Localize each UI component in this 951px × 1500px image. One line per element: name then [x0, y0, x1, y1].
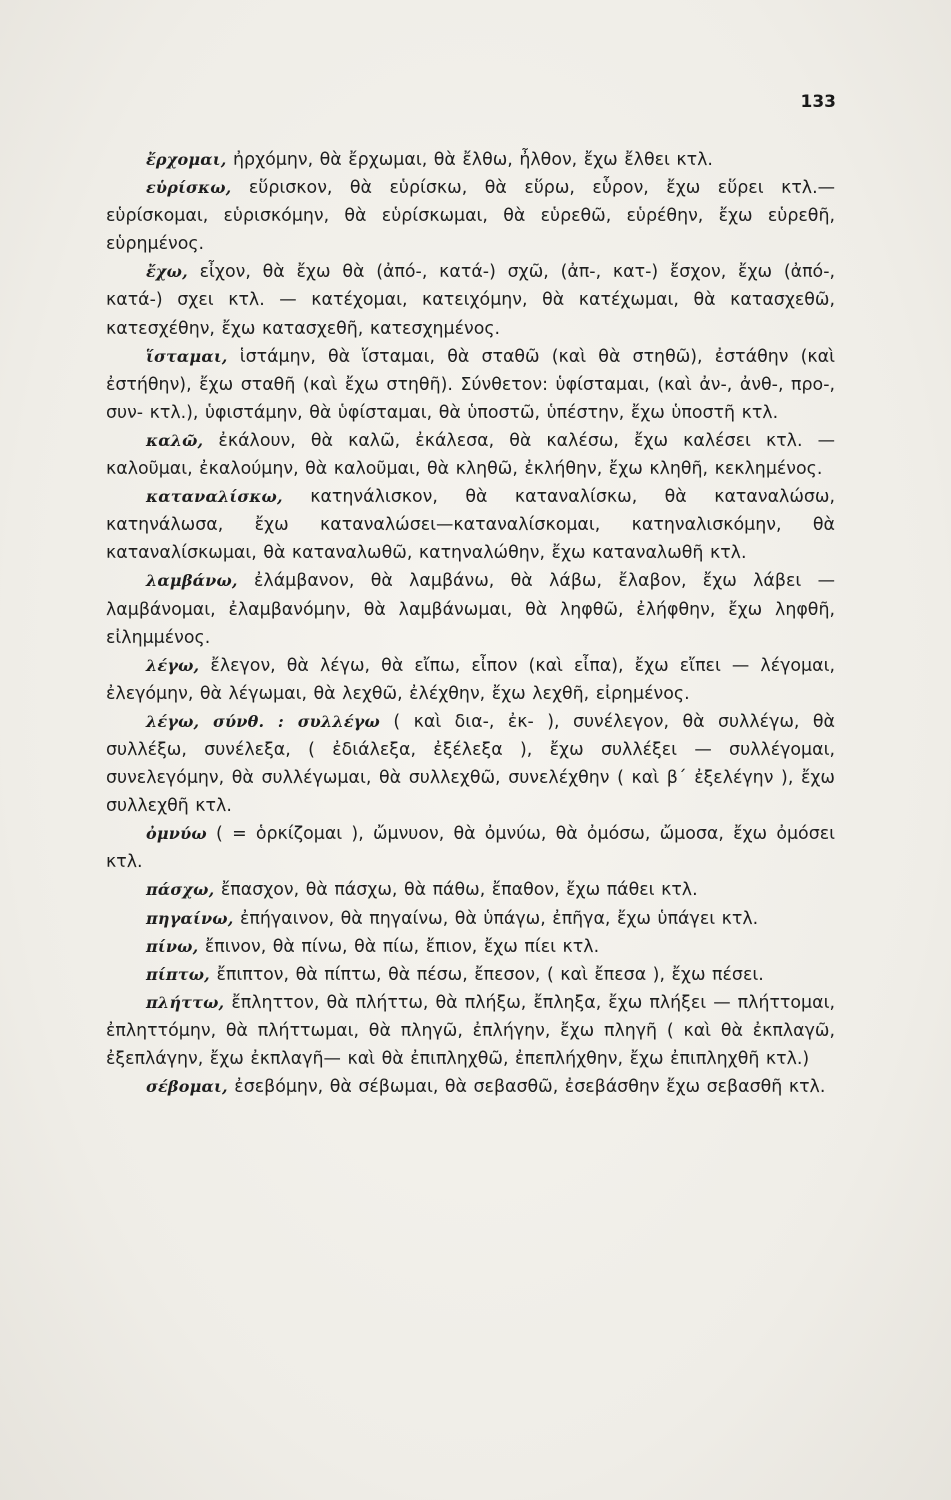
verb-headword: πίνω,	[146, 936, 199, 956]
verb-forms: ἐκάλουν, θὰ καλῶ, ἐκάλεσα, θὰ καλέσω, ἔχω καλέσει κτλ. — καλοῦμαι, ἐκαλούμην, θὰ καλοῦμαι, θὰ κληθῶ, ἐκλήθην, ἔχω κληθῆ, κεκλημένος.	[106, 430, 835, 480]
verb-headword: ἔρχομαι,	[146, 150, 227, 169]
verb-entry	[106, 708, 835, 820]
verb-forms: ἔπασχον, θὰ πάσχω, θὰ πάθω, ἔπαθον, ἔχω πάθει κτλ.	[214, 880, 698, 901]
verb-forms: ἔπιπτον, θὰ πίπτω, θὰ πέσω, ἔπεσον, ( καὶ ἔπεσα ), ἔχω πέσει.	[209, 964, 764, 985]
verb-entry	[106, 567, 835, 651]
verb-entry	[106, 820, 835, 876]
verb-entry	[106, 258, 835, 342]
verb-entry	[106, 427, 835, 483]
verb-forms: κατηνάλισκον, θὰ καταναλίσκω, θὰ καταναλώσω, κατηνάλωσα, ἔχω καταναλώσει—καταναλίσκομαι, κατηναλισκόμην, θὰ καταναλίσκωμαι, θὰ καταναλωθῶ, κατηναλώθην, ἔχω καταναλωθῆ κτλ.	[106, 487, 835, 564]
verb-forms: εἶχον, θὰ ἔχω θὰ (ἀπό-, κατά-) σχῶ, (ἀπ-, κατ-) ἔσχον, ἔχω (ἀπό-, κατά-) σχει κτλ. — κατέχομαι, κατειχόμην, θὰ κατέχωμαι, θὰ κατασχεθῶ, κατεσχέθην, ἔχω κατασχεθῆ, κατεσχημένος.	[106, 262, 835, 339]
verb-headword: λέγω,	[146, 655, 200, 675]
verb-headword: σέβομαι,	[146, 1077, 228, 1097]
verb-entry	[106, 343, 835, 427]
verb-forms: ἔπινον, θὰ πίνω, θὰ πίω, ἔπιον, ἔχω πίει κτλ.	[198, 936, 600, 957]
verb-headword: πηγαίνω,	[146, 908, 234, 928]
verb-entry	[106, 1073, 835, 1101]
verb-forms: ἐπήγαινον, θὰ πηγαίνω, θὰ ὑπάγω, ἐπῆγα, ἔχω ὑπάγει κτλ.	[233, 908, 759, 929]
verb-forms: ἔπληττον, θὰ πλήττω, θὰ πλήξω, ἔπληξα, ἔχω πλήξει — πλήττομαι, ἐπληττόμην, θὰ πλήττωμαι, θὰ πληγῶ, ἐπλήγην, ἔχω πληγῆ ( καὶ θὰ ἐκπλαγῶ, ἐξεπλάγην, ἔχω ἐκπλαγῆ— καὶ θὰ ἐπιπληχθῶ, ἐπεπλήχθην, ἔχω ἐπιπληχθῆ κτλ.)	[106, 992, 835, 1069]
verb-forms: ἠρχόμην, θὰ ἔρχωμαι, θὰ ἔλθω, ἦλθον, ἔχω ἔλθει κτλ.	[226, 150, 713, 170]
verb-forms: ἔλεγον, θὰ λέγω, θὰ εἴπω, εἶπον (καὶ εἶπα), ἔχω εἴπει — λέγομαι, ἐλεγόμην, θὰ λέγωμαι, θὰ λεχθῶ, ἐλέχθην, ἔχω λεχθῆ, εἰρημένος.	[106, 655, 835, 704]
verb-entry	[106, 905, 835, 933]
verb-headword: πάσχω,	[146, 880, 215, 900]
verb-forms: ( = ὁρκίζομαι ), ὤμνυον, θὰ ὀμνύω, θὰ ὀμόσω, ὤμοσα, ἔχω ὀμόσει κτλ.	[106, 824, 835, 873]
verb-headword: λέγω, σύνθ. : συλλέγω	[146, 711, 380, 731]
verb-forms: ( καὶ δια-, ἐκ- ), συνέλεγον, θὰ συλλέγω, θὰ συλλέξω, συνέλεξα, ( ἐδιάλεξα, ἐξέλεξα ), ἔχω συλλέξει — συλλέγομαι, συνελεγόμην, θὰ συλλέγωμαι, θὰ συλλεχθῶ, συνελέχθην ( καὶ β΄ ἐξελέγην ), ἔχω συλλεχθῆ κτλ.	[106, 711, 835, 817]
verb-headword: λαμβάνω,	[146, 571, 238, 591]
verb-list	[106, 146, 835, 1101]
verb-entry	[106, 652, 835, 708]
page-number: 133	[800, 92, 836, 112]
verb-entry	[106, 174, 835, 258]
verb-headword: ἔχω,	[146, 262, 188, 282]
verb-entry	[106, 933, 835, 961]
verb-forms: ἱστάμην, θὰ ἵσταμαι, θὰ σταθῶ (καὶ θὰ στηθῶ), ἐστάθην (καὶ ἐστήθην), ἔχω σταθῆ (καὶ ἔχω στηθῆ). Σύνθετον: ὑφίσταμαι, (καὶ ἀν-, ἀνθ-, προ-, συν- κτλ.), ὑφιστάμην, θὰ ὑφίσταμαι, θὰ ὑποστῶ, ὑπέστην, ἔχω ὑποστῆ κτλ.	[106, 346, 835, 423]
verb-forms: ἐσεβόμην, θὰ σέβωμαι, θὰ σεβασθῶ, ἐσεβάσθην ἔχω σεβασθῆ κτλ.	[227, 1077, 826, 1098]
verb-forms: ἐλάμβανον, θὰ λαμβάνω, θὰ λάβω, ἔλαβον, ἔχω λάβει — λαμβάνομαι, ἐλαμβανόμην, θὰ λαμβάνωμαι, θὰ ληφθῶ, ἐλήφθην, ἔχω ληφθῆ, εἰλημμένος.	[106, 571, 835, 648]
verb-headword: ὀμνύω	[146, 824, 207, 844]
verb-headword: εὑρίσκω,	[146, 178, 232, 198]
verb-headword: καλῶ,	[146, 430, 204, 450]
verb-headword: πλήττω,	[146, 992, 225, 1012]
verb-entry	[106, 876, 835, 904]
verb-entry	[106, 961, 835, 989]
verb-headword: καταναλίσκω,	[146, 487, 283, 507]
verb-entry	[106, 989, 835, 1073]
verb-headword: ἵσταμαι,	[146, 346, 228, 366]
verb-entry	[106, 483, 835, 567]
verb-forms: εὕρισκον, θὰ εὑρίσκω, θὰ εὕρω, εὗρον, ἔχω εὕρει κτλ.— εὑρίσκομαι, εὑρισκόμην, θὰ εὑρίσκωμαι, θὰ εὑρεθῶ, εὑρέθην, ἔχω εὑρεθῆ, εὑρημένος.	[106, 178, 835, 255]
verb-headword: πίπτω,	[146, 964, 210, 984]
verb-entry	[106, 146, 835, 174]
